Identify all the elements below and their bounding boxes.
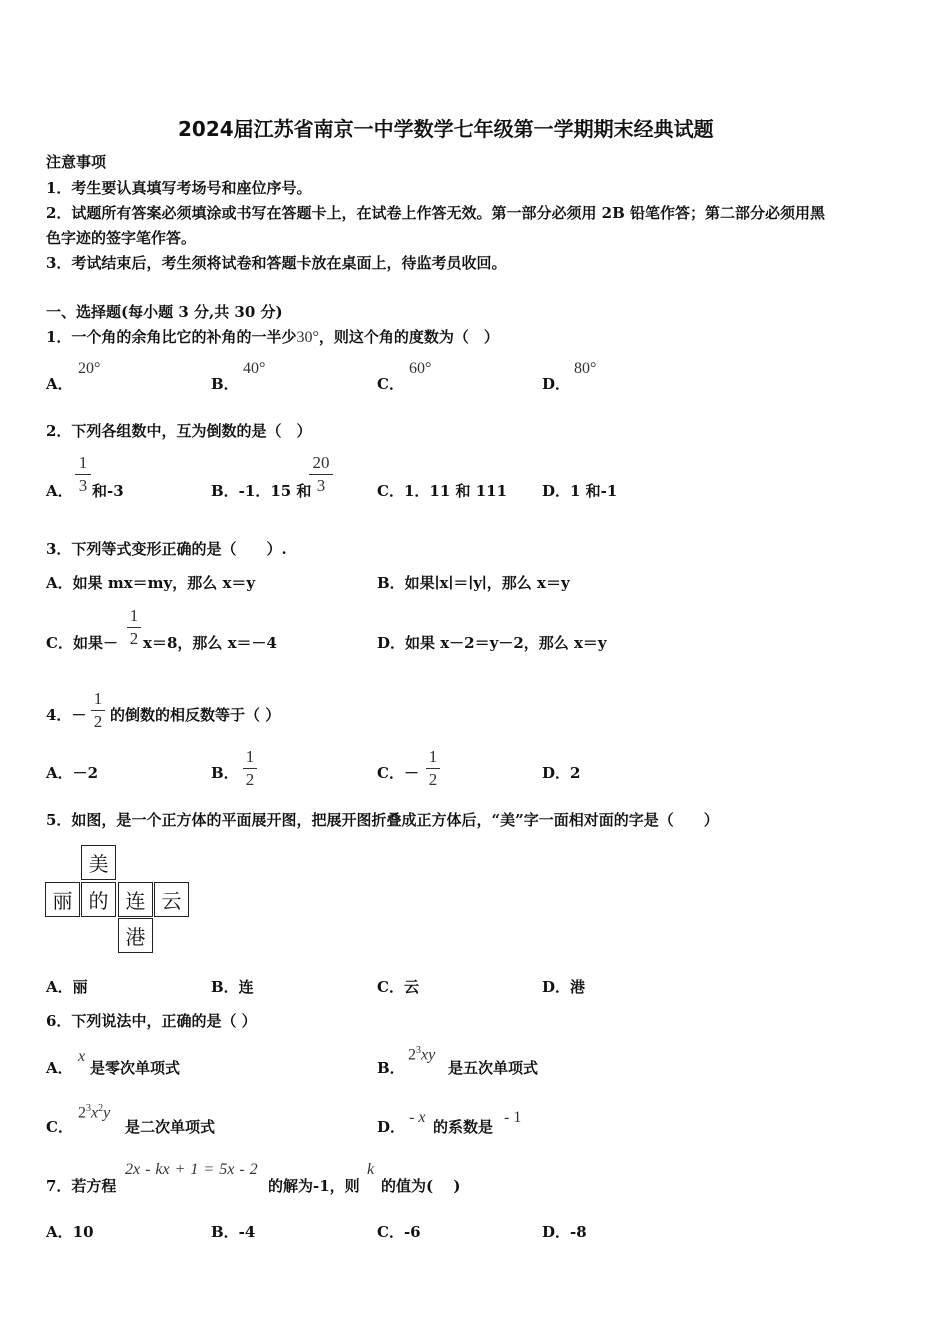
q5-option-b[interactable]: B．连 [211,978,254,996]
q7-equation: 2x - kx + 1 = 5x - 2 [125,1161,258,1178]
notice-item-2: 2．试题所有答案必须填涂或书写在答题卡上，在试卷上作答无效。第一部分必须用 2B 铅笔作答；第二部分必须用黑 [46,204,826,222]
q1-option-c-label[interactable]: C． [377,375,404,393]
notice-item-2-cont: 色字迹的签字笔作答。 [46,229,197,247]
q6-option-b-label[interactable]: B． [377,1059,405,1077]
q3-option-c-pre[interactable]: C．如果－ [46,634,118,652]
q1-option-d-value: 80° [574,360,597,377]
q6-option-a-text: 是零次单项式 [90,1059,181,1077]
q4-stem-pre: 4．－ [46,706,87,724]
q3-option-d[interactable]: D．如果 x－2＝y－2，那么 x＝y [377,634,607,652]
q2-option-c[interactable]: C．1．11 和 111 [377,482,508,500]
q7-option-a[interactable]: A．10 [46,1223,94,1241]
q1-option-d-label[interactable]: D． [542,375,571,393]
section-heading: 一、选择题(每小题 3 分,共 30 分) [46,303,283,321]
q6-option-d-label[interactable]: D． [377,1118,406,1136]
q3-option-b[interactable]: B．如果∣x∣＝∣y∣，那么 x＝y [377,574,570,592]
q1-text-b: ，则这个角的度数为（ ） [318,328,499,346]
q3-option-a[interactable]: A．如果 mx＝my，那么 x＝y [46,574,256,592]
q1-option-a-value: 20° [78,360,101,377]
q1-option-c-value: 60° [409,360,432,377]
q5-option-c[interactable]: C．云 [377,978,419,996]
q4-option-c-label[interactable]: C．－ [377,764,419,782]
q6-option-a-label[interactable]: A． [46,1059,73,1077]
cube-face-yun: 云 [154,882,189,917]
q1-text-a: 1．一个角的余角比它的补角的一半少 [46,328,297,346]
q4-stem-fraction: 1 2 [91,689,105,732]
q5-option-d[interactable]: D．港 [542,978,586,996]
q3-option-c-post: x＝8，那么 x＝－4 [143,634,277,652]
q7-option-b[interactable]: B．-4 [211,1223,256,1241]
q1-stem [46,326,499,347]
q6-option-d-math: - x [409,1109,426,1126]
q7-option-d[interactable]: D．-8 [542,1223,587,1241]
q4-option-d[interactable]: D．2 [542,764,581,782]
q4-stem-post: 的倒数的相反数等于（ ） [110,706,281,724]
q6-option-b-math: $2^3xy$ [408,1045,436,1064]
notice-item-3: 3．考试结束后，考生须将试卷和答题卡放在桌面上，待监考员收回。 [46,254,507,272]
q1-option-b-value: 40° [243,360,266,377]
q2-option-b-fraction: 20 3 [309,453,333,496]
q7-stem-post: 的值为( ) [381,1177,461,1195]
cube-face-gang: 港 [118,918,153,953]
q4-option-b-fraction: 1 2 [243,747,257,790]
q1-option-b-label[interactable]: B． [211,375,239,393]
q2-option-a-label[interactable]: A． [46,482,73,500]
q6-stem: 6．下列说法中，正确的是（ ） [46,1012,257,1030]
q6-option-c-text: 是二次单项式 [125,1118,216,1136]
q7-stem-mid: 的解为-1，则 [268,1177,360,1195]
cube-face-li: 丽 [45,882,80,917]
q4-option-c-fraction: 1 2 [426,747,440,790]
notice-heading: 注意事项 [46,153,107,171]
q2-option-a-tail: 和-3 [92,482,124,500]
q5-stem: 5．如图，是一个正方体的平面展开图，把展开图折叠成正方体后，“美”字一面相对面的字是（ ） [46,811,719,829]
q1-option-a-label[interactable]: A． [46,375,73,393]
q6-option-b-text: 是五次单项式 [448,1059,539,1077]
q3-option-c-fraction: 1 2 [127,606,141,649]
q4-option-b-label[interactable]: B． [211,764,239,782]
q7-option-c[interactable]: C．-6 [377,1223,421,1241]
q7-stem-pre: 7．若方程 [46,1177,117,1195]
q3-stem: 3．下列等式变形正确的是（ ）. [46,540,287,558]
q1-degree: 30° [296,329,319,346]
q2-option-a-fraction: 1 3 [75,453,91,496]
q6-option-d-text: 的系数是 [433,1118,494,1136]
q2-option-b-label[interactable]: B．-1．15 和 [211,482,312,500]
q6-option-d-value: - 1 [504,1109,522,1126]
cube-face-de: 的 [81,882,116,917]
q6-option-c-math: $2^3x^2y$ [78,1103,111,1122]
cube-face-mei: 美 [81,845,116,880]
notice-item-1: 1．考生要认真填写考场号和座位序号。 [46,179,312,197]
q6-option-a-math: x [78,1048,86,1065]
page-title: 2024届江苏省南京一中学数学七年级第一学期期末经典试题 [178,117,714,141]
q2-option-d[interactable]: D．1 和-1 [542,482,618,500]
q2-stem: 2．下列各组数中，互为倒数的是（ ） [46,422,312,440]
q7-k: k [367,1161,375,1178]
q6-option-c-label[interactable]: C． [46,1118,73,1136]
q4-option-a[interactable]: A．－2 [46,764,99,782]
cube-face-lian: 连 [118,882,153,917]
q5-option-a[interactable]: A．丽 [46,978,88,996]
